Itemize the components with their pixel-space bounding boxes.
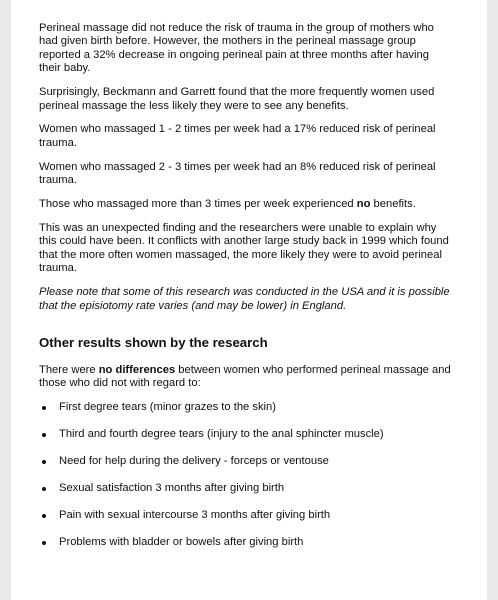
list-item: Problems with bladder or bowels after giving birth [39, 536, 451, 563]
text-segment: Those who massaged more than 3 times per week experienced [39, 198, 357, 211]
paragraph-frequency-finding: Surprisingly, Beckmann and Garrett found that the more frequently women used perineal massage the less likely they were to see any benefits. [39, 86, 435, 112]
text-segment: There were [39, 363, 99, 376]
text-segment: between women who performed perineal massage and those who did not with regard to: [39, 363, 451, 390]
list-item: Need for help during the delivery - forceps or ventouse [39, 455, 451, 482]
emphasis-no-differences: no differences [98, 363, 176, 376]
document-content [39, 22, 451, 563]
list-item: Sexual satisfaction 3 months after giving birth [39, 482, 451, 509]
list-item: Pain with sexual intercourse 3 months after giving birth [39, 509, 451, 536]
text-segment: benefits. [370, 198, 416, 211]
emphasis-no: no [356, 198, 371, 211]
paragraph-2-3-times: Women who massaged 2 - 3 times per week had an 8% reduced risk of perineal trauma. [39, 160, 436, 187]
section-intro [39, 364, 451, 391]
paragraph-more-than-3-times [39, 198, 451, 211]
results-list [39, 401, 451, 563]
list-item: First degree tears (minor grazes to the skin) [39, 401, 451, 428]
section-heading: Other results shown by the research [39, 334, 268, 350]
paragraph-1-2-times: Women who massaged 1 - 2 times per week had a 17% reduced risk of perineal trauma. [39, 123, 436, 149]
paragraph-multiparous-result: Perineal massage did not reduce the risk of trauma in the group of mothers who had given birth before. However, the mothers in the perineal massage group reported a 32% decrease in ongoing perineal pain at three months after having their baby. [39, 22, 434, 75]
document-page [11, 0, 487, 600]
list-item: Third and fourth degree tears (injury to the anal sphincter muscle) [39, 428, 451, 455]
paragraph-unexpected-finding: This was an unexpected finding and the researchers were unable to explain why this could have been. It conflicts with another large study back in 1999 which found that the more often women massaged, the more likely they were to avoid perineal trauma. [39, 221, 449, 275]
paragraph-usa-note: Please note that some of this research was conducted in the USA and it is possible that the episiotomy rate varies (and may be lower) in England. [39, 286, 450, 312]
